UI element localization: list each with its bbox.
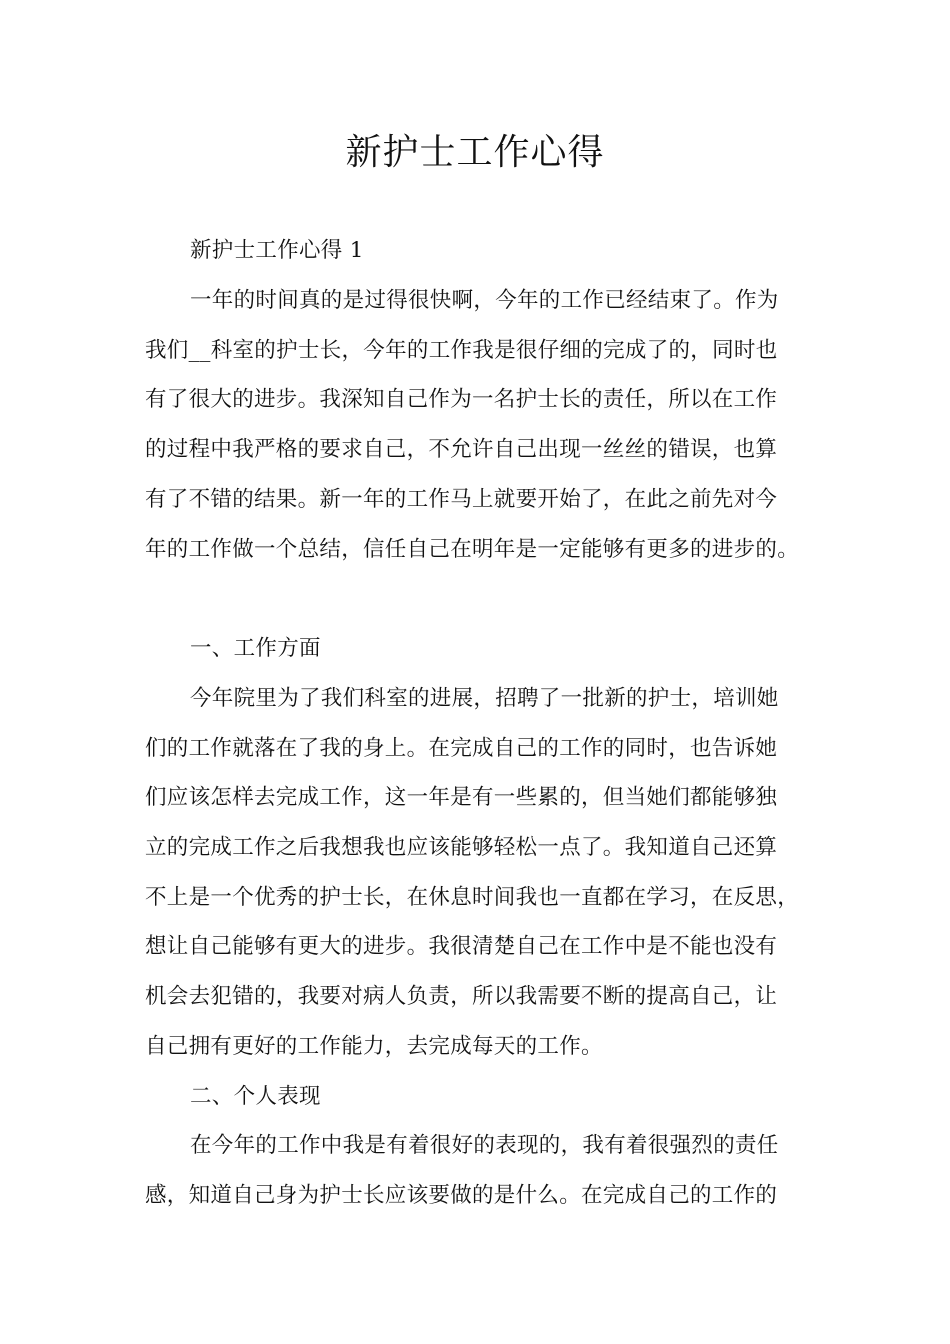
section-heading-personal: 二、个人表现 [190, 1084, 321, 1109]
paragraph-line: 机会去犯错的，我要对病人负责，所以我需要不断的提高自己，让 [145, 984, 778, 1009]
paragraph-line: 想让自己能够有更大的进步。我很清楚自己在工作中是不能也没有 [145, 934, 778, 959]
paragraph-line: 年的工作做一个总结，信任自己在明年是一定能够有更多的进步的。 [145, 537, 800, 562]
subtitle: 新护士工作心得 1 [190, 238, 364, 263]
section-heading-work: 一、工作方面 [190, 636, 321, 661]
paragraph-line: 感，知道自己身为护士长应该要做的是什么。在完成自己的工作的 [145, 1183, 778, 1208]
document-title: 新护士工作心得 [345, 132, 605, 173]
paragraph-line: 有了很大的进步。我深知自己作为一名护士长的责任，所以在工作 [145, 387, 778, 412]
paragraph-line: 立的完成工作之后我想我也应该能够轻松一点了。我知道自己还算 [145, 835, 778, 860]
paragraph-line: 们应该怎样去完成工作，这一年是有一些累的，但当她们都能够独 [145, 785, 778, 810]
paragraph-line: 有了不错的结果。新一年的工作马上就要开始了，在此之前先对今 [145, 487, 778, 512]
paragraph-line: 们的工作就落在了我的身上。在完成自己的工作的同时，也告诉她 [145, 736, 778, 761]
paragraph-line: 不上是一个优秀的护士长，在休息时间我也一直都在学习，在反思， [145, 885, 800, 910]
paragraph-line: 的过程中我严格的要求自己，不允许自己出现一丝丝的错误，也算 [145, 437, 778, 462]
paragraph-line: 自己拥有更好的工作能力，去完成每天的工作。 [145, 1034, 603, 1059]
paragraph-line: 今年院里为了我们科室的进展，招聘了一批新的护士，培训她 [190, 686, 779, 711]
paragraph-line: 我们__科室的护士长，今年的工作我是很仔细的完成了的，同时也 [145, 338, 778, 363]
paragraph-line: 一年的时间真的是过得很快啊，今年的工作已经结束了。作为 [190, 288, 779, 313]
paragraph-line: 在今年的工作中我是有着很好的表现的，我有着很强烈的责任 [190, 1133, 779, 1158]
